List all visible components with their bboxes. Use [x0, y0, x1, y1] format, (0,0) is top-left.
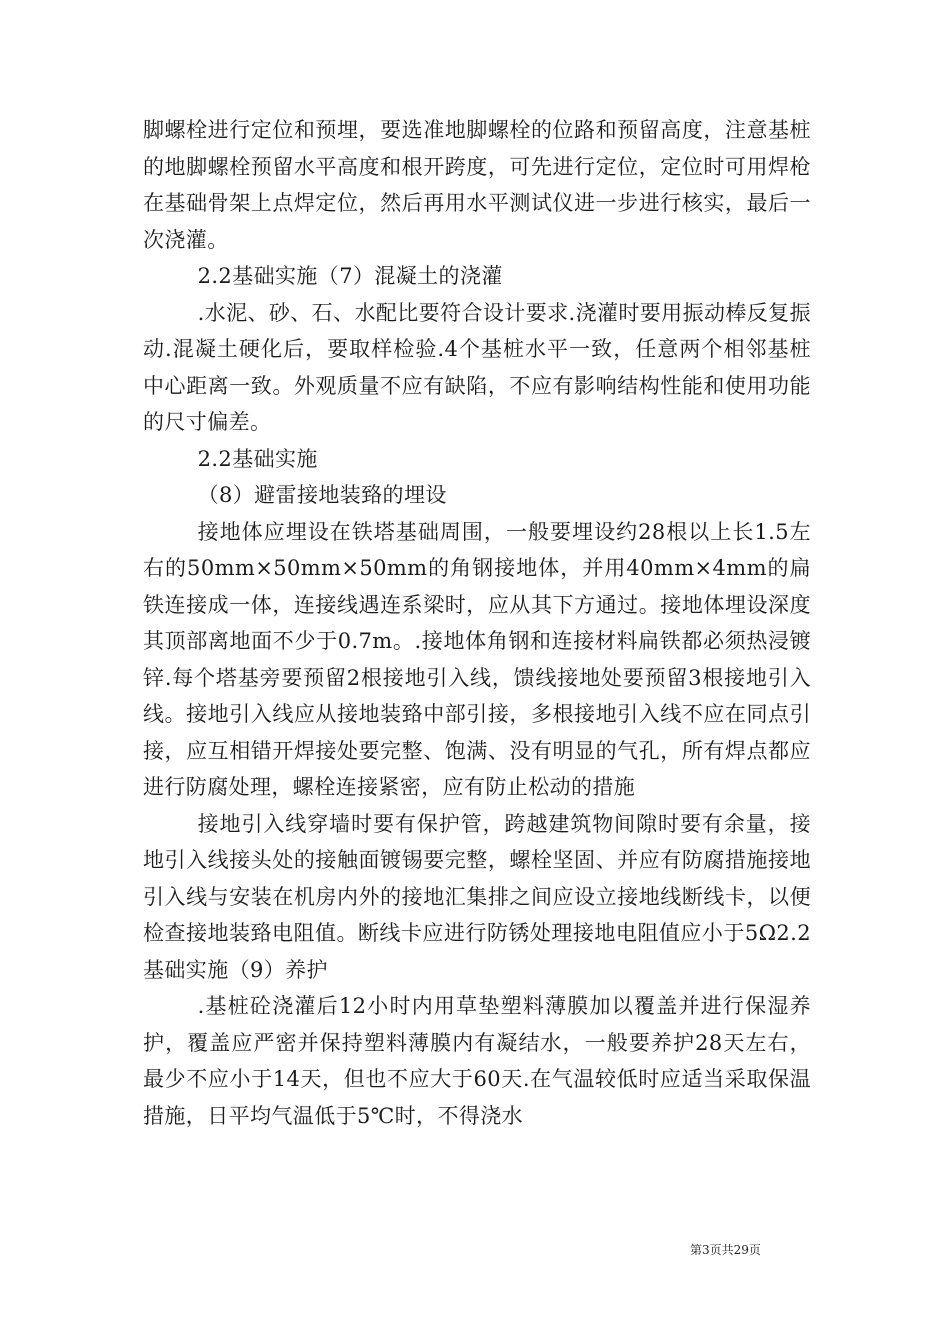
- paragraph-concrete-requirements: .水泥、砂、石、水配比要符合设计要求.浇灌时要用振动棒反复振动.混凝土硬化后，要取样检验.4个基桩水平一致，任意两个相邻基桩中心距离一致。外观质量不应有缺陷，不应有影响结构性能和使用功能的尺寸偏差。: [143, 300, 811, 434]
- section-heading-concrete-pouring: 2.2基础实施（7）混凝土的浇灌: [197, 264, 503, 288]
- paragraph-curing: .基桩砼浇灌后12小时内用草垫塑料薄膜加以覆盖并进行保湿养护，覆盖应严密并保持塑料薄膜内有凝结水，一般要养护28天左右，最少不应小于14天，但也不应大于60天.在气温较低时应适当采取保温措施，日平均气温低于5℃时，不得浇水: [143, 994, 811, 1128]
- section-heading-grounding: （8）避雷接地装臵的埋设: [197, 483, 447, 507]
- paragraph-grounding-installation: 接地体应埋设在铁塔基础周围，一般要埋设约28根以上长1.5左右的50mm×50mm×50mm的角钢接地体，并用40mm×4mm的扁铁连接成一体，连接线遇连系梁时，应从其下方通过。接地体埋设深度其顶部离地面不少于0.7m。.接地体角钢和连接材料扁铁都必须热浸镀锌.每个塔基旁要预留2根接地引入线，馈线接地处要预留3根接地引入线。接地引入线应从接地装臵中部引接，多根接地引入线不应在同点引接，应互相错开焊接处要完整、饱满、没有明显的气孔，所有焊点都应进行防腐处理，螺栓连接紧密，应有防止松动的措施: [143, 519, 811, 799]
- section-heading-foundation: 2.2基础实施: [197, 446, 318, 471]
- paragraph-anchor-bolt-positioning: 脚螺栓进行定位和预埋，要选准地脚螺栓的位路和预留高度，注意基桩的地脚螺栓预留水平高度和根开跨度，可先进行定位，定位时可用焊枪在基础骨架上点焊定位，然后再用水平测试仪进一步进行核实，最后一次浇灌。: [143, 118, 811, 252]
- page-number: 第3页共29页: [690, 1243, 761, 1257]
- paragraph-grounding-lead-wire: 接地引入线穿墙时要有保护管，跨越建筑物间隙时要有余量，接地引入线接头处的接触面镀锡要完整，螺栓坚固、并应有防腐措施接地引入线与安装在机房内外的接地汇集排之间应设立接地线断线卡，以便检查接地装臵电阻值。断线卡应进行防锈处理接地电阻值应小于5Ω2.2基础实施（9）养护: [143, 811, 811, 982]
- document-body: [143, 112, 811, 1134]
